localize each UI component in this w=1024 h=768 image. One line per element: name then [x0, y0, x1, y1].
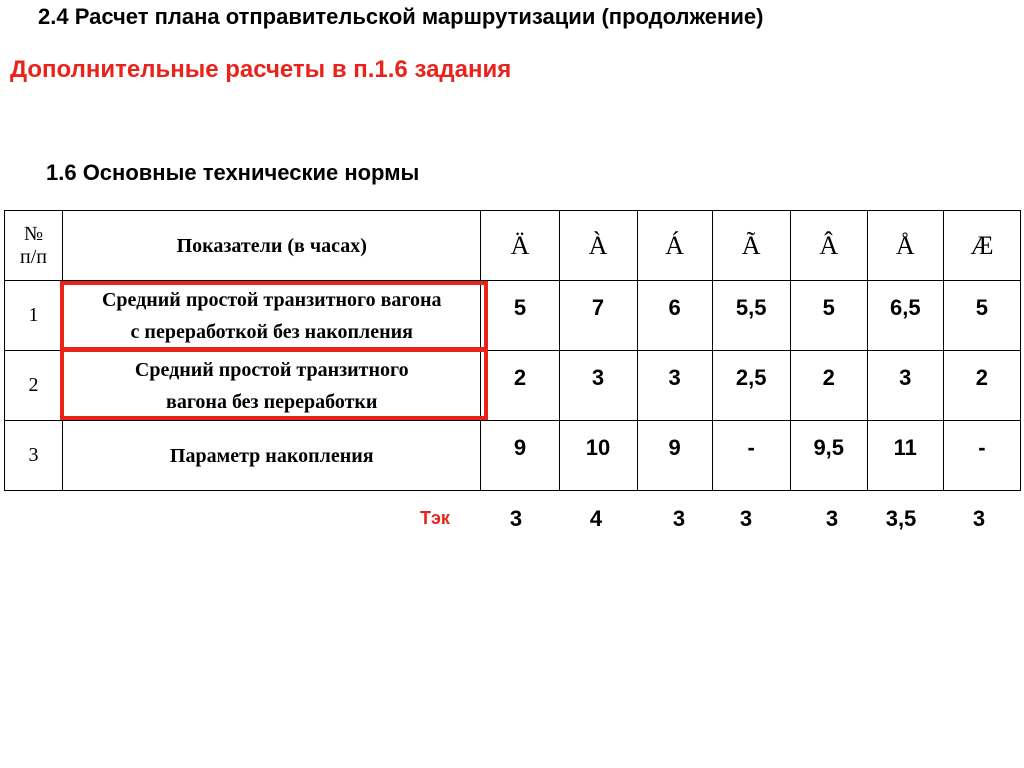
- technical-norms-table: [4, 210, 1021, 491]
- value-cell: 6: [637, 281, 712, 351]
- value-cell: 9: [481, 421, 559, 491]
- header-number-line1: №: [23, 222, 44, 245]
- table-header-row: [5, 211, 1021, 281]
- header-variant-5: Â: [790, 211, 867, 281]
- tek-label: Тэк: [420, 508, 450, 528]
- section-heading: 1.6 Основные технические нормы: [46, 160, 420, 185]
- value-cell: 7: [559, 281, 637, 351]
- value-cell: 2: [481, 351, 559, 421]
- row-indicator-line1: Средний простой транзитного вагона: [101, 288, 442, 311]
- row-indicator: [63, 281, 481, 351]
- header-indicator-cell: Показатели (в часах): [63, 211, 481, 281]
- value-cell: 5,5: [712, 281, 790, 351]
- tek-value: 3,5: [885, 506, 917, 531]
- row-number: 3: [5, 421, 63, 491]
- header-variant-3: Á: [637, 211, 712, 281]
- tek-value: 3: [739, 506, 753, 531]
- row-number: 2: [5, 351, 63, 421]
- value-cell: 5: [943, 281, 1020, 351]
- slide-subtitle: Дополнительные расчеты в п.1.6 задания: [10, 56, 512, 83]
- tek-value: 4: [589, 506, 603, 531]
- value-cell: 2: [943, 351, 1020, 421]
- value-cell: 6,5: [867, 281, 943, 351]
- row-indicator-line2: с переработкой без накопления: [130, 320, 413, 343]
- table-row: [5, 421, 1021, 491]
- row-indicator-line1: Средний простой транзитного: [134, 358, 409, 381]
- table-row: [5, 351, 1021, 421]
- value-cell: 3: [637, 351, 712, 421]
- value-cell: 9,5: [790, 421, 867, 491]
- table-row: [5, 281, 1021, 351]
- row-indicator-line1: Параметр накопления: [169, 444, 374, 467]
- header-variant-2: À: [559, 211, 637, 281]
- row-indicator: [63, 421, 481, 491]
- header-variant-7: Æ: [943, 211, 1020, 281]
- row-number: 1: [5, 281, 63, 351]
- header-number-cell: [5, 211, 63, 281]
- value-cell: 2: [790, 351, 867, 421]
- slide-title: 2.4 Расчет плана отправительской маршрутизации (продолжение): [38, 4, 764, 29]
- value-cell: 2,5: [712, 351, 790, 421]
- value-cell: 10: [559, 421, 637, 491]
- header-variant-1: Ä: [481, 211, 559, 281]
- header-variant-4: Ã: [712, 211, 790, 281]
- row-indicator-line2: вагона без переработки: [166, 390, 378, 413]
- value-cell: 3: [559, 351, 637, 421]
- tek-row: [4, 500, 1021, 540]
- value-cell: 3: [867, 351, 943, 421]
- value-cell: -: [943, 421, 1020, 491]
- value-cell: 11: [867, 421, 943, 491]
- row-indicator: [63, 351, 481, 421]
- value-cell: 5: [790, 281, 867, 351]
- value-cell: 5: [481, 281, 559, 351]
- tek-value: 3: [972, 506, 986, 531]
- header-variant-6: Å: [867, 211, 943, 281]
- value-cell: -: [712, 421, 790, 491]
- tek-value: 3: [825, 506, 839, 531]
- header-number-line2: п/п: [20, 245, 47, 268]
- tek-value: 3: [672, 506, 686, 531]
- tek-value: 3: [509, 506, 523, 531]
- value-cell: 9: [637, 421, 712, 491]
